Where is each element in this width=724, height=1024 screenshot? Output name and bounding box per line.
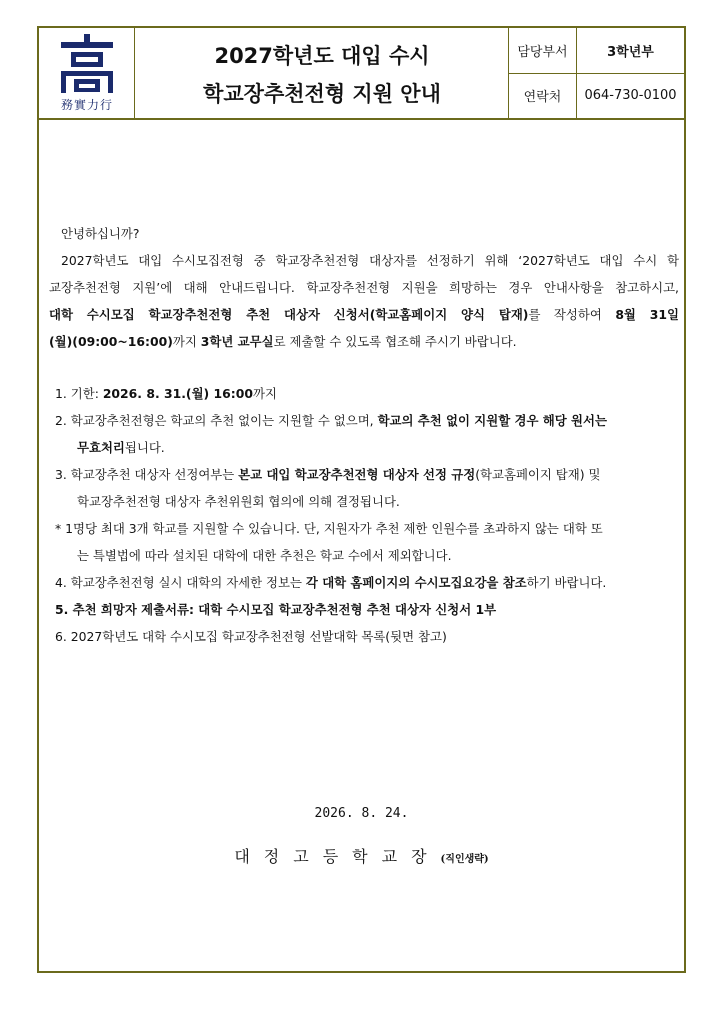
signer-name: 대정고등학교장 <box>234 847 441 866</box>
document-body <box>49 220 679 650</box>
list-item-continuation: 학교장추천전형 대상자 추천위원회 협의에 의해 결정됩니다. <box>77 494 400 509</box>
intro-line-2: 교장추천전형 지원’에 대해 안내드립니다. 학교장추천전형 지원을 희망하는 경우 안내사항을 참고하시고, <box>49 280 679 295</box>
school-emblem-icon <box>57 34 117 96</box>
document-header <box>39 28 684 120</box>
intro-submit-place: 3학년 교무실 <box>200 334 274 349</box>
intro-deadline-date: 8월 31일 <box>615 307 679 322</box>
list-item-university-info <box>49 569 679 596</box>
list-item-selection <box>49 461 679 488</box>
intro-line-3 <box>49 301 679 328</box>
intro-form-name: 대학 수시모집 학교장추천전형 추천 대상자 신청서(학교홈페이지 양식 탑재) <box>49 307 529 322</box>
document-frame <box>37 26 686 973</box>
list-item-documents: 5. 추천 희망자 제출서류: 대학 수시모집 학교장추천전형 추천 대상자 신청서 1부 <box>55 602 497 617</box>
contact-value: 064-730-0100 <box>584 88 677 103</box>
list-item-text: 4. 학교장추천전형 실시 대학의 자세한 정보는 <box>55 575 306 590</box>
list-item-text: 1. 기한: <box>55 386 103 401</box>
note-line-2: 는 특별법에 따라 설치된 대학에 대한 추천은 학교 수에서 제외합니다. <box>77 548 452 563</box>
intro-deadline-time: (월)(09:00~16:00) <box>49 334 173 349</box>
intro-text: 로 제출할 수 있도록 협조해 주시기 바랍니다. <box>273 334 517 349</box>
school-logo <box>39 28 135 118</box>
contact-info-table <box>509 28 684 118</box>
greeting: 안녕하십니까? <box>61 226 140 241</box>
notice-list <box>49 380 679 650</box>
issue-date: 2026. 8. 24. <box>314 806 409 821</box>
intro-text: 까지 <box>172 334 201 349</box>
list-item-text: 하기 바랍니다. <box>526 575 607 590</box>
list-item-text: 됩니다. <box>124 440 165 455</box>
intro-text: 를 작성하여 <box>528 307 616 322</box>
intro-line-4 <box>49 328 679 355</box>
department-value: 3학년부 <box>607 45 654 60</box>
list-item-text: 3. 학교장추천 대상자 선정여부는 <box>55 467 239 482</box>
document-title-line2: 학교장추천전형 지원 안내 <box>203 82 441 106</box>
list-item-emphasis: 학교의 추천 없이 지원할 경우 해당 원서는 <box>377 413 607 428</box>
school-motto: 務實力行 <box>60 98 113 112</box>
list-item-continuation <box>49 434 679 461</box>
intro-line-1: 2027학년도 대입 수시모집전형 중 학교장추천전형 대상자를 선정하기 위해 ‘2027학년도 대입 수시 학 <box>61 253 679 268</box>
list-item-emphasis: 본교 대입 학교장추천전형 대상자 선정 규정 <box>238 467 476 482</box>
title-block <box>135 28 509 118</box>
list-item-university-list: 6. 2027학년도 대학 수시모집 학교장추천전형 선발대학 목록(뒷면 참고) <box>55 629 447 644</box>
seal-note: (직인생략) <box>440 854 489 865</box>
list-item-recommendation <box>49 407 679 434</box>
note-line-1: * 1명당 최대 3개 학교를 지원할 수 있습니다. 단, 지원자가 추천 제한 인원수를 초과하지 않는 대학 또 <box>55 521 603 536</box>
list-item-emphasis: 각 대학 홈페이지의 수시모집요강을 참조 <box>305 575 527 590</box>
document-title-line1: 2027학년도 대입 수시 <box>214 44 430 68</box>
list-item-text: 까지 <box>252 386 277 401</box>
contact-label: 연락처 <box>509 73 577 118</box>
list-item-deadline <box>49 380 679 407</box>
department-label: 담당부서 <box>509 28 577 73</box>
deadline-value: 2026. 8. 31.(월) 16:00 <box>102 386 253 401</box>
list-item-text: 2. 학교장추천전형은 학교의 추천 없이는 지원할 수 없으며, <box>55 413 378 428</box>
contact-row <box>509 73 684 118</box>
department-row <box>509 28 684 74</box>
signature-line <box>39 844 684 867</box>
list-item-text: (학교홈페이지 탑재) 및 <box>475 467 601 482</box>
list-item-emphasis: 무효처리 <box>77 440 125 455</box>
